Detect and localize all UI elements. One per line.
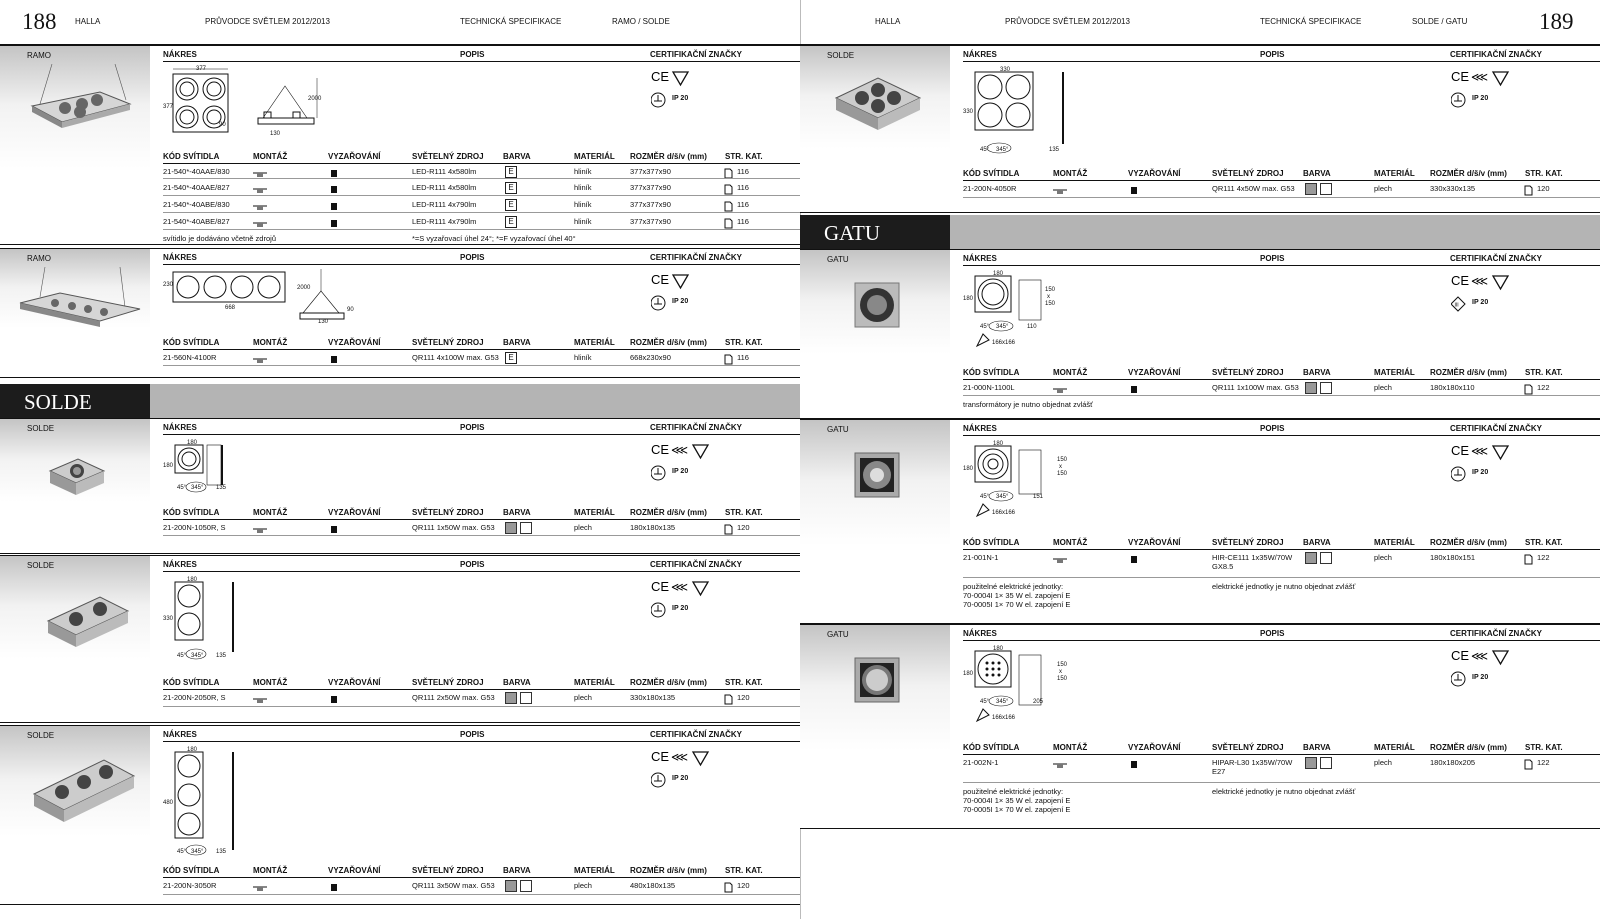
product-section-gatu-3: GATU NÁKRES POPIS CERTIFIKAČNÍ ZNAČKY 180 180 150 x 150 45° 345° 205 166x166 CE ⋘ IP 20 KÓD SVÍTIDLA MONTÁŽ VYZAŘOVÁNÍ SVĚTELNÝ ZDROJ BARVA MATERIÁL ROZMĚR d/š/v (mm) STR. KAT. 21-002N-1 HIPAR-L30 1x35W/70W E27 plech 180x180x205 122 použitelné elektrické jednotky: 70-0004I 1× 35 W el. zapojení E 70-0005I 1× 70 W el. zapojení E elektrické jednotky je nutno objednat zvlášť <box>800 624 1600 829</box>
ramo-linear-lamp-image <box>0 267 150 337</box>
col-cert: CERTIFIKAČNÍ ZNAČKY <box>650 50 742 59</box>
product-section-ramo-linear: RAMO NÁKRES POPIS CERTIFIKAČNÍ ZNAČKY 230 668 2000 130 90 CE IP 20 KÓD SVÍTIDLA MONTÁŽ VYZAŘOVÁNÍ SVĚTELNÝ ZDROJ BARVA MATERIÁL ROZMĚR d/š/v (mm) STR. KAT. 21-560N-4100R QR111 4x100W max. G53 E hliník 668x230x90 116 <box>0 248 800 378</box>
col-nakres: NÁKRES <box>163 50 197 59</box>
brand: HALLA <box>75 17 101 26</box>
no-touch-icon: ⋘ <box>1471 274 1489 288</box>
catalog-page-icon <box>724 199 733 217</box>
mounting-icon <box>253 182 267 200</box>
mounting-icon <box>1053 382 1067 400</box>
section-note: *=S vyzařovací úhel 24°; *=F vyzařovací úhel 40° <box>412 234 576 243</box>
category-bar-gatu <box>800 215 1600 249</box>
no-touch-icon: ⋘ <box>671 443 689 457</box>
mounting-icon <box>253 692 267 710</box>
catalog-page-icon <box>724 182 733 200</box>
guide-title: PRŮVODCE SVĚTLEM 2012/2013 <box>1005 17 1130 26</box>
beam-icon <box>330 199 338 217</box>
mounting-icon <box>253 216 267 234</box>
f-mark-icon <box>1493 446 1508 459</box>
certification-icons <box>1451 647 1521 687</box>
technical-drawing <box>163 64 328 140</box>
solde-lamp-image <box>0 441 150 511</box>
ce-mark-icon: CE <box>651 69 670 84</box>
mounting-icon <box>1053 552 1067 570</box>
catalog-page-icon <box>724 692 733 710</box>
certification-icons <box>651 441 721 481</box>
cutout-icon <box>977 709 989 721</box>
gatu-3-lamp-image <box>800 655 950 705</box>
beam-icon <box>1130 183 1138 201</box>
catalog-page-icon <box>1524 183 1533 201</box>
technical-drawing <box>163 267 363 327</box>
gatu-2-lamp-image <box>800 450 950 500</box>
mounting-icon <box>253 522 267 540</box>
page-number: 188 <box>22 9 57 34</box>
beam-icon <box>330 522 338 540</box>
mounting-icon <box>253 352 267 370</box>
product-photo <box>800 250 950 418</box>
ce-mark-icon: CE <box>1451 273 1470 288</box>
product-section-solde-2: SOLDE NÁKRES POPIS CERTIFIKAČNÍ ZNAČKY 180 330 45° 345° 135 CE ⋘ IP 20 KÓD SVÍTIDLA MONTÁŽ VYZAŘOVÁNÍ SVĚTELNÝ ZDROJ BARVA MATERIÁL ROZMĚR d/š/v (mm) STR. KAT. 21-200N-2050R, S QR111 2x50W max. G53 plech 330x180x135 120 <box>0 555 800 723</box>
catalog-page-icon <box>1524 382 1533 400</box>
ce-mark-icon: CE <box>651 442 670 457</box>
section-note: svítidlo je dodáváno včetně zdrojů <box>163 234 276 243</box>
ce-mark-icon: CE <box>1451 443 1470 458</box>
family-title: RAMO / SOLDE <box>612 17 670 26</box>
f-mark-icon <box>673 275 688 288</box>
product-section-solde-1: SOLDE NÁKRES POPIS CERTIFIKAČNÍ ZNAČKY 180 180 45° 345° 135 CE ⋘ IP 20 KÓD SVÍTIDLA MONTÁŽ VYZAŘOVÁNÍ SVĚTELNÝ ZDROJ BARVA MATERIÁL ROZMĚR d/š/v (mm) STR. KAT. 21-200N-1050R, S QR111 1x50W max. G53 plech 180x180x135 120 <box>0 418 800 554</box>
beam-icon <box>1130 757 1138 775</box>
page-header-left <box>0 0 800 45</box>
beam-icon <box>330 692 338 710</box>
right-page <box>800 0 1600 919</box>
solde-3-lamp-image <box>0 746 150 836</box>
cutout-icon <box>977 334 989 346</box>
ramo-lamp-image <box>0 64 150 134</box>
family-title: SOLDE / GATU <box>1412 17 1468 26</box>
mounting-icon <box>1053 757 1067 775</box>
certification-icons <box>651 271 691 311</box>
ce-mark-icon: CE <box>651 749 670 764</box>
beam-icon <box>330 880 338 898</box>
catalog-page-icon <box>724 216 733 234</box>
beam-icon <box>330 216 338 234</box>
technical-drawing <box>963 64 1078 159</box>
technical-drawing <box>163 744 243 859</box>
f-mark-icon <box>693 582 708 595</box>
cutout-icon <box>977 504 989 516</box>
catalog-page-icon <box>1524 757 1533 775</box>
beam-icon <box>330 182 338 200</box>
product-section-gatu-1: GATU NÁKRES POPIS CERTIFIKAČNÍ ZNAČKY 180 180 150 x 150 45° 345° 110 166x166 CE ⋘ III IP 20 KÓD SVÍTIDLA MONTÁŽ VYZAŘOVÁNÍ SVĚTELNÝ ZDROJ BARVA MATERIÁL ROZMĚR d/š/v (mm) STR. KAT. 21-000N-1100L QR111 1x100W max. G53 plech 180x180x110 122 transformátory je nutno objednat zvlášť <box>800 249 1600 419</box>
brand: HALLA <box>875 17 901 26</box>
technical-drawing <box>163 574 243 664</box>
category-bar-solde <box>0 384 800 418</box>
f-mark-icon <box>693 445 708 458</box>
color-grey <box>505 522 517 534</box>
ce-mark-icon: CE <box>651 272 670 287</box>
category-title: SOLDE <box>0 384 150 418</box>
tech-spec: TECHNICKÁ SPECIFIKACE <box>460 17 562 26</box>
no-touch-icon: ⋘ <box>1471 444 1489 458</box>
product-section-gatu-2: GATU NÁKRES POPIS CERTIFIKAČNÍ ZNAČKY 180 180 150 x 150 45° 345° 151 166x166 CE ⋘ IP 20 KÓD SVÍTIDLA MONTÁŽ VYZAŘOVÁNÍ SVĚTELNÝ ZDROJ BARVA MATERIÁL ROZMĚR d/š/v (mm) STR. KAT. 21-001N-1 HIR-CE111 1x35W/70W GX8.5 plech 180x180x151 122 použitelné elektrické jednotky: 70-0004I 1× 35 W el. zapojení E 70-0005I 1× 70 W el. zapojení E elektrické jednotky je nutno objednat zvlášť <box>800 419 1600 624</box>
f-mark-icon <box>693 752 708 765</box>
ce-mark-icon: CE <box>1451 69 1470 84</box>
mounting-icon <box>1053 183 1067 201</box>
guide-title: PRŮVODCE SVĚTLEM 2012/2013 <box>205 17 330 26</box>
svg-text:III: III <box>1454 302 1459 309</box>
solde-4-lamp-image <box>800 64 950 144</box>
page-header-right <box>800 0 1600 45</box>
certification-icons <box>1451 442 1521 482</box>
ce-mark-icon: CE <box>1451 648 1470 663</box>
f-mark-icon <box>1493 651 1508 664</box>
certification-icons <box>651 748 721 788</box>
mounting-icon <box>253 199 267 217</box>
solde-2-lamp-image <box>0 581 150 661</box>
f-mark-icon <box>673 72 688 85</box>
catalog-page-icon <box>724 352 733 370</box>
page-number: 189 <box>1539 9 1574 34</box>
f-mark-icon <box>1493 276 1508 289</box>
beam-icon <box>1130 382 1138 400</box>
product-section-solde-4: SOLDE NÁKRES POPIS CERTIFIKAČNÍ ZNAČKY 330 330 45° 345° 135 CE ⋘ IP 20 KÓD SVÍTIDLA MONTÁŽ VYZAŘOVÁNÍ SVĚTELNÝ ZDROJ BARVA MATERIÁL ROZMĚR d/š/v (mm) STR. KAT. 21-200N-4050R QR111 4x50W max. G53 plech 330x330x135 120 <box>800 45 1600 213</box>
color-white <box>520 522 532 534</box>
certification-icons <box>1451 68 1521 108</box>
product-section-ramo-4: RAMO NÁKRES POPIS CERTIFIKAČNÍ ZNAČKY 377 377 90 130 2000 CE IP 20 KÓD SVÍTIDLA MONTÁŽ VYZAŘOVÁNÍ SVĚTELNÝ ZDROJ BARVA MATERIÁL ROZMĚR d/š/v (mm) STR. KAT. 21-540*-40AAE/830 LED-R111 4x580lm E hliník 377x377x90 116 21-540*-40AAE/827 LED-R111 4x580lm E hliník 377x377x90 116 21-540*-40ABE/830 LED-R111 4x790lm E hliník 377x377x90 116 21-540*-40ABE/827 LED-R111 4x790lm E hliník 377x377x90 116 svítidlo je dodáváno včetně zdrojů *=S vyzařovací úhel 24°; *=F vyzařovací úhel 40° <box>0 45 800 245</box>
beam-icon <box>330 352 338 370</box>
no-touch-icon: ⋘ <box>671 750 689 764</box>
certification-icons <box>651 578 721 618</box>
f-mark-icon <box>1493 72 1508 85</box>
beam-icon <box>1130 552 1138 570</box>
catalog-page-icon <box>724 880 733 898</box>
certification-icons <box>651 68 691 108</box>
product-section-solde-3: SOLDE NÁKRES POPIS CERTIFIKAČNÍ ZNAČKY 180 480 45° 345° 135 CE ⋘ IP 20 KÓD SVÍTIDLA MONTÁŽ VYZAŘOVÁNÍ SVĚTELNÝ ZDROJ BARVA MATERIÁL ROZMĚR d/š/v (mm) STR. KAT. 21-200N-3050R QR111 3x50W max. G53 plech 480x180x135 120 <box>0 725 800 905</box>
no-touch-icon: ⋘ <box>1471 649 1489 663</box>
catalog-page-icon <box>1524 552 1533 570</box>
section-note: transformátory je nutno objednat zvlášť <box>963 400 1093 409</box>
no-touch-icon: ⋘ <box>671 580 689 594</box>
catalog-page-icon <box>724 522 733 540</box>
section-label: RAMO <box>27 51 51 60</box>
mounting-icon <box>253 880 267 898</box>
no-touch-icon: ⋘ <box>1471 70 1489 84</box>
ce-mark-icon: CE <box>651 579 670 594</box>
tech-spec: TECHNICKÁ SPECIFIKACE <box>1260 17 1362 26</box>
gatu-lamp-image <box>800 280 950 330</box>
certification-icons <box>1451 272 1521 312</box>
category-title: GATU <box>800 215 950 249</box>
col-popis: POPIS <box>460 50 485 59</box>
